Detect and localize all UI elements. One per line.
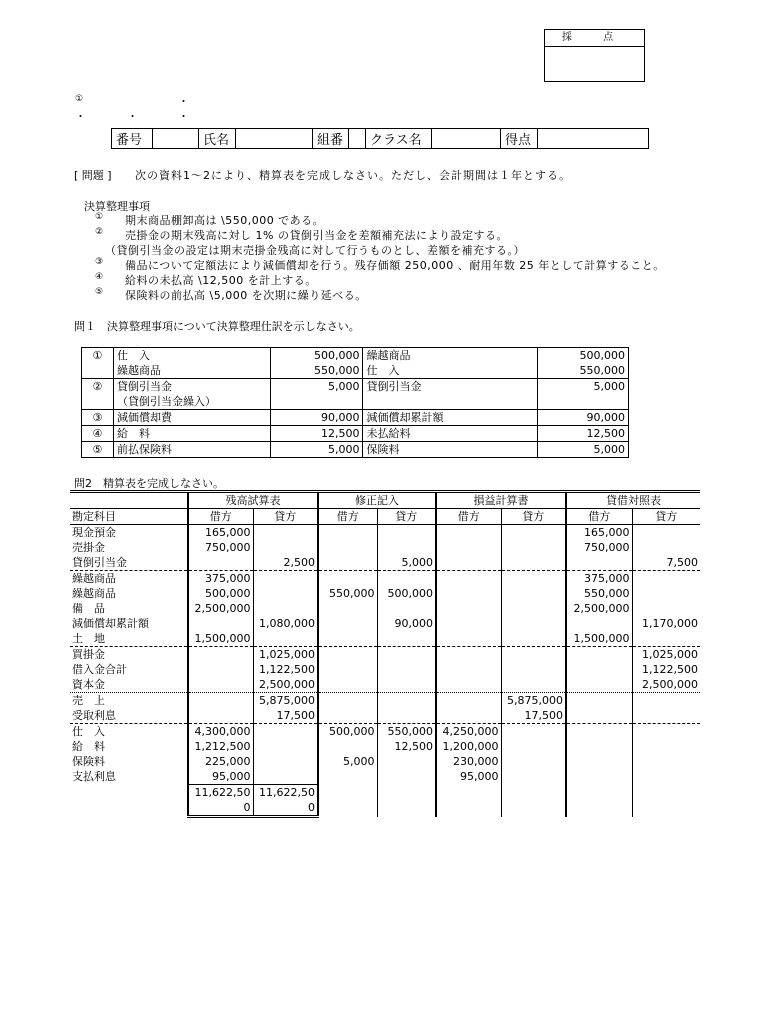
item-text: 売掛金の期末残高に対し 1% の貸倒引当金を差額補充法により設定する。 [125, 229, 508, 242]
item-number: ④ [95, 272, 104, 282]
worksheet-amount [188, 662, 253, 677]
info-label-class: クラス名 [366, 129, 432, 149]
total-label [70, 785, 188, 817]
worksheet-amount [566, 739, 632, 754]
worksheet-row [70, 540, 700, 555]
info-label-group: 組番 [313, 129, 349, 149]
worksheet-amount [632, 601, 700, 616]
worksheet-amount [632, 739, 700, 754]
worksheet-amount [501, 662, 566, 677]
header-blank [70, 492, 188, 509]
problem-title: 次の資料1〜2により、精算表を完成しなさい。ただし、会計期間は１年とする。 [135, 169, 571, 182]
worksheet-row [70, 555, 700, 571]
journal-credit-account: 保険料 [363, 442, 538, 458]
worksheet-amount [377, 769, 436, 785]
worksheet-amount [188, 647, 253, 663]
worksheet-amount [566, 616, 632, 631]
worksheet-amount [436, 677, 501, 693]
worksheet-amount [632, 525, 700, 541]
worksheet-row [70, 693, 700, 709]
info-field-class[interactable] [432, 129, 501, 149]
worksheet-amount [377, 677, 436, 693]
account-name: 資本金 [72, 678, 105, 691]
item-number: ① [95, 212, 104, 222]
worksheet-amount [436, 601, 501, 616]
worksheet-amount [501, 540, 566, 555]
journal-row [82, 379, 629, 410]
worksheet-amount: 17,500 [253, 708, 318, 724]
worksheet-amount: 1,122,500 [632, 662, 700, 677]
worksheet-amount: 12,500 [377, 739, 436, 754]
worksheet-amount: 230,000 [436, 754, 501, 769]
worksheet-row [70, 739, 700, 754]
student-info-table [111, 128, 649, 149]
journal-debit-account: 給 料 [113, 426, 270, 442]
worksheet-amount [436, 662, 501, 677]
worksheet-amount: 375,000 [188, 571, 253, 587]
worksheet-amount [501, 677, 566, 693]
worksheet-amount [566, 555, 632, 571]
worksheet-row [70, 769, 700, 785]
worksheet-amount: 7,500 [632, 555, 700, 571]
journal-entry-number: ④ [82, 426, 114, 442]
worksheet-amount [632, 708, 700, 724]
info-field-number[interactable] [153, 129, 199, 149]
item-number: ② [95, 227, 104, 237]
worksheet-amount: 1,500,000 [188, 631, 253, 647]
worksheet-amount: 550,000 [377, 724, 436, 740]
worksheet-amount [632, 724, 700, 740]
worksheet-amount: 2,500,000 [188, 601, 253, 616]
item-text: 保険料の前払高 \5,000 を次期に繰り延べる。 [125, 289, 367, 302]
worksheet-row [70, 525, 700, 541]
worksheet-amount [377, 708, 436, 724]
worksheet-amount: 4,250,000 [436, 724, 501, 740]
worksheet-amount: 1,500,000 [566, 631, 632, 647]
worksheet-amount [436, 708, 501, 724]
worksheet-amount [377, 754, 436, 769]
journal-credit-account: 繰越商品 仕 入 [363, 348, 538, 379]
worksheet-amount [632, 754, 700, 769]
worksheet-amount [632, 571, 700, 587]
worksheet-amount: 4,300,000 [188, 724, 253, 740]
worksheet-amount: 5,875,000 [501, 693, 566, 709]
worksheet-amount [318, 693, 377, 709]
worksheet-amount: 1,025,000 [253, 647, 318, 663]
worksheet-amount [318, 662, 377, 677]
worksheet-amount [436, 631, 501, 647]
worksheet-amount [318, 769, 377, 785]
account-name: 売掛金 [72, 541, 105, 554]
journal-entry-number: ② [82, 379, 114, 410]
worksheet-row [70, 571, 700, 587]
worksheet-amount [566, 708, 632, 724]
info-field-name[interactable] [236, 129, 313, 149]
journal-credit-amount: 12,500 [538, 426, 629, 442]
debit-header: 借方 [318, 509, 377, 525]
journal-debit-amount: 12,500 [270, 426, 363, 442]
worksheet-amount [188, 616, 253, 631]
worksheet-amount [253, 571, 318, 587]
journal-debit-account: 減価償却費 [113, 410, 270, 426]
question-1: 問１ 決算整理事項について決算整理仕訳を示しなさい。 [74, 320, 360, 333]
question-2: 問2 精算表を完成しなさい。 [74, 477, 224, 490]
worksheet-amount [377, 571, 436, 587]
worksheet-amount: 225,000 [188, 754, 253, 769]
item-text: 給料の未払高 \12,500 を計上する。 [125, 274, 317, 287]
worksheet-amount: 550,000 [566, 586, 632, 601]
worksheet-amount [253, 540, 318, 555]
worksheet-amount: 2,500 [253, 555, 318, 571]
account-name: 保険料 [72, 755, 105, 768]
worksheet-amount [436, 647, 501, 663]
worksheet-amount [501, 724, 566, 740]
worksheet-amount [501, 555, 566, 571]
account-name: 給 料 [72, 740, 105, 753]
journal-credit-amount: 5,000 [538, 379, 629, 410]
header-circle: ① [75, 94, 84, 104]
worksheet-total [436, 785, 501, 817]
worksheet-amount [501, 739, 566, 754]
problem-title-bracket: [ 問題 ] [74, 169, 112, 182]
worksheet-amount [501, 616, 566, 631]
worksheet-amount [318, 631, 377, 647]
worksheet-amount [318, 540, 377, 555]
account-name: 買掛金 [70, 647, 188, 663]
worksheet-row [70, 724, 700, 740]
worksheet-amount [501, 647, 566, 663]
journal-debit-amount: 500,000 550,000 [270, 348, 363, 379]
header-mark-a: ・ [75, 110, 86, 123]
worksheet-amount [501, 754, 566, 769]
worksheet-amount [436, 555, 501, 571]
info-label-score: 得点 [501, 129, 538, 149]
worksheet-amount: 1,170,000 [632, 616, 700, 631]
worksheet-total [632, 785, 700, 817]
account-name: 減価償却累計額 [72, 617, 149, 630]
credit-header: 貸方 [253, 509, 318, 525]
header-mark: ・ [178, 95, 189, 108]
journal-debit-amount: 5,000 [270, 442, 363, 458]
problem-subhead: 決算整理事項 [84, 200, 150, 213]
account-name: 繰越商品 [70, 571, 188, 587]
worksheet-amount [377, 662, 436, 677]
worksheet-amount: 5,000 [377, 555, 436, 571]
journal-row [82, 442, 629, 458]
worksheet-amount: 375,000 [566, 571, 632, 587]
journal-debit-account: 仕 入 繰越商品 [113, 348, 270, 379]
account-name: 繰越商品 [72, 587, 116, 600]
worksheet-row [70, 601, 700, 616]
worksheet-amount: 1,212,500 [188, 739, 253, 754]
worksheet-amount [318, 601, 377, 616]
worksheet-header-groups [70, 492, 700, 509]
worksheet-amount [377, 601, 436, 616]
worksheet-row [70, 708, 700, 724]
worksheet-amount [566, 677, 632, 693]
worksheet-amount [318, 555, 377, 571]
worksheet-amount [188, 693, 253, 709]
worksheet-amount: 95,000 [436, 769, 501, 785]
journal-debit-amount: 5,000 [270, 379, 363, 410]
account-name: 備 品 [72, 602, 105, 615]
worksheet-amount: 90,000 [377, 616, 436, 631]
worksheet-amount [377, 525, 436, 541]
worksheet-amount [436, 540, 501, 555]
worksheet-amount: 2,500,000 [253, 677, 318, 693]
journal-row [82, 348, 629, 379]
worksheet-amount [318, 708, 377, 724]
worksheet-amount: 165,000 [188, 525, 253, 541]
worksheet-amount [501, 631, 566, 647]
worksheet-group-header: 損益計算書 [436, 492, 566, 509]
account-name: 土 地 [72, 632, 105, 645]
worksheet-table [70, 490, 700, 818]
worksheet-amount [253, 739, 318, 754]
worksheet-amount [436, 571, 501, 587]
worksheet-row [70, 616, 700, 631]
worksheet-amount: 750,000 [188, 540, 253, 555]
item-text: 備品について定額法により減価償却を行う。残存価額 250,000 、耐用年数 25 年として計算すること。 [125, 259, 665, 272]
worksheet-row [70, 677, 700, 693]
score-box [544, 29, 645, 82]
worksheet-amount: 500,000 [188, 586, 253, 601]
debit-header: 借方 [188, 509, 253, 525]
worksheet-amount [318, 739, 377, 754]
info-field-group[interactable] [349, 129, 366, 149]
worksheet-amount [501, 571, 566, 587]
worksheet-amount [632, 540, 700, 555]
worksheet-row [70, 631, 700, 647]
worksheet-group-header: 残高試算表 [188, 492, 318, 509]
worksheet-amount [318, 525, 377, 541]
worksheet-group-header: 修正記入 [318, 492, 436, 509]
worksheet-amount: 1,122,500 [253, 662, 318, 677]
journal-entry-number: ① [82, 348, 114, 379]
worksheet-amount [436, 586, 501, 601]
header-mark-b: ・ [127, 110, 138, 123]
worksheet-total: 11,622,500 [253, 785, 318, 817]
item-text: （貸倒引当金の設定は期末売掛金残高に対して行うものとし、差額を補充する。） [105, 244, 525, 257]
worksheet-amount [318, 647, 377, 663]
worksheet-amount: 550,000 [318, 586, 377, 601]
worksheet-row [70, 754, 700, 769]
item-number: ⑤ [95, 287, 104, 297]
worksheet-amount [501, 769, 566, 785]
worksheet-amount [632, 693, 700, 709]
worksheet-amount [566, 662, 632, 677]
worksheet-amount [566, 754, 632, 769]
worksheet-amount [318, 571, 377, 587]
info-label-number: 番号 [112, 129, 153, 149]
account-header: 勘定科目 [70, 509, 188, 525]
worksheet-amount [188, 677, 253, 693]
journal-debit-account: 前払保険料 [113, 442, 270, 458]
worksheet-amount [253, 601, 318, 616]
item-number: ③ [95, 257, 104, 267]
worksheet-amount [566, 693, 632, 709]
worksheet-total [566, 785, 632, 817]
worksheet-group-header: 貸借対照表 [566, 492, 700, 509]
worksheet-amount: 1,080,000 [253, 616, 318, 631]
worksheet-amount [566, 724, 632, 740]
account-name: 支払利息 [72, 770, 116, 783]
journal-entry-number: ③ [82, 410, 114, 426]
account-name: 仕 入 [70, 724, 188, 740]
info-label-name: 氏名 [199, 129, 236, 149]
worksheet-amount [377, 647, 436, 663]
worksheet-amount [253, 586, 318, 601]
journal-debit-account: 貸倒引当金 （貸倒引当金繰入） [113, 379, 270, 410]
worksheet-total [501, 785, 566, 817]
debit-header: 借方 [436, 509, 501, 525]
journal-entry-number: ⑤ [82, 442, 114, 458]
worksheet-amount: 750,000 [566, 540, 632, 555]
worksheet-amount: 1,200,000 [436, 739, 501, 754]
account-name: 現金預金 [72, 526, 116, 539]
credit-header: 貸方 [377, 509, 436, 525]
worksheet-header-sides [70, 509, 700, 525]
worksheet-amount [436, 616, 501, 631]
worksheet-amount: 5,875,000 [253, 693, 318, 709]
worksheet-total-row [70, 785, 700, 817]
info-field-score[interactable] [538, 129, 649, 149]
worksheet-amount [253, 525, 318, 541]
journal-credit-account: 貸倒引当金 [363, 379, 538, 410]
worksheet-amount [436, 693, 501, 709]
credit-header: 貸方 [632, 509, 700, 525]
journal-credit-amount: 500,000 550,000 [538, 348, 629, 379]
worksheet-amount [632, 586, 700, 601]
worksheet-row [70, 662, 700, 677]
journal-credit-account: 減価償却累計額 [363, 410, 538, 426]
worksheet-amount [377, 693, 436, 709]
journal-table [81, 347, 629, 458]
worksheet-amount [632, 769, 700, 785]
journal-credit-amount: 5,000 [538, 442, 629, 458]
item-text: 期末商品棚卸高は \550,000 である。 [125, 214, 325, 227]
worksheet-amount [377, 540, 436, 555]
worksheet-amount: 500,000 [318, 724, 377, 740]
worksheet-amount [253, 631, 318, 647]
worksheet-amount [566, 769, 632, 785]
worksheet-total: 11,622,500 [188, 785, 253, 817]
worksheet-amount: 1,025,000 [632, 647, 700, 663]
worksheet-row [70, 586, 700, 601]
worksheet-amount [253, 724, 318, 740]
worksheet-amount [501, 525, 566, 541]
journal-debit-amount: 90,000 [270, 410, 363, 426]
account-name: 受取利息 [72, 709, 116, 722]
journal-credit-account: 未払給料 [363, 426, 538, 442]
credit-header: 貸方 [501, 509, 566, 525]
account-name: 貸倒引当金 [72, 556, 127, 569]
worksheet-amount: 2,500,000 [566, 601, 632, 616]
worksheet-amount [566, 647, 632, 663]
worksheet-total [318, 785, 377, 817]
worksheet-amount [188, 555, 253, 571]
worksheet-amount [253, 754, 318, 769]
worksheet-amount [436, 525, 501, 541]
score-box-label: 採 点 [545, 30, 644, 47]
worksheet-amount [377, 631, 436, 647]
worksheet-amount: 17,500 [501, 708, 566, 724]
account-name: 売 上 [70, 693, 188, 709]
worksheet-row [70, 647, 700, 663]
worksheet-amount: 5,000 [318, 754, 377, 769]
worksheet-amount [501, 601, 566, 616]
worksheet-amount [318, 616, 377, 631]
header-mark-c: ・ [178, 110, 189, 123]
worksheet-total [377, 785, 436, 817]
worksheet-amount [632, 631, 700, 647]
worksheet-amount: 500,000 [377, 586, 436, 601]
worksheet-amount [253, 769, 318, 785]
worksheet-amount [501, 586, 566, 601]
account-name: 借入金合計 [72, 663, 127, 676]
journal-row [82, 426, 629, 442]
worksheet-amount: 95,000 [188, 769, 253, 785]
debit-header: 借方 [566, 509, 632, 525]
worksheet-amount [318, 677, 377, 693]
worksheet-amount: 165,000 [566, 525, 632, 541]
worksheet-amount: 2,500,000 [632, 677, 700, 693]
worksheet-amount [188, 708, 253, 724]
journal-credit-amount: 90,000 [538, 410, 629, 426]
journal-row [82, 410, 629, 426]
